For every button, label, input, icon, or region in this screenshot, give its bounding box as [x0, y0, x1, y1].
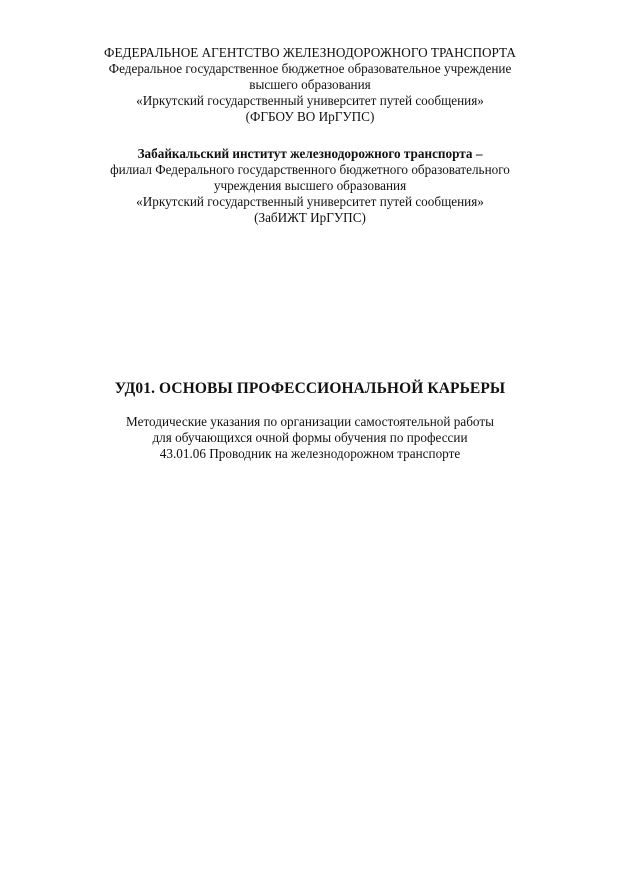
university-type-line: Федеральное государственное бюджетное образовательное учреждение — [108, 61, 512, 76]
document-title: УД01. ОСНОВЫ ПРОФЕССИОНАЛЬНОЙ КАРЬЕРЫ — [114, 380, 506, 397]
institute-line-1: филиал Федерального государственного бюджетного образовательного — [110, 162, 510, 177]
university-name: «Иркутский государственный университет путей сообщения» — [136, 93, 484, 108]
document-description — [0, 414, 620, 462]
institute-name: Забайкальский институт железнодорожного транспорта – — [137, 146, 483, 161]
agency-header — [0, 45, 620, 125]
institute-abbreviation: (ЗабИЖТ ИрГУПС) — [254, 210, 366, 225]
institute-header — [0, 146, 620, 226]
institute-line-3: «Иркутский государственный университет путей сообщения» — [136, 194, 484, 209]
university-type-line-2: высшего образования — [249, 77, 371, 92]
description-line-3: 43.01.06 Проводник на железнодорожном транспорте — [159, 446, 461, 461]
description-line-1: Методические указания по организации самостоятельной работы — [126, 414, 494, 429]
university-abbreviation: (ФГБОУ ВО ИрГУПС) — [245, 109, 375, 124]
institute-line-2: учреждения высшего образования — [213, 178, 407, 193]
document-title-block — [0, 379, 620, 399]
description-line-2: для обучающихся очной формы обучения по профессии — [152, 430, 468, 445]
agency-name: ФЕДЕРАЛЬНОЕ АГЕНТСТВО ЖЕЛЕЗНОДОРОЖНОГО ТРАНСПОРТА — [104, 45, 516, 60]
